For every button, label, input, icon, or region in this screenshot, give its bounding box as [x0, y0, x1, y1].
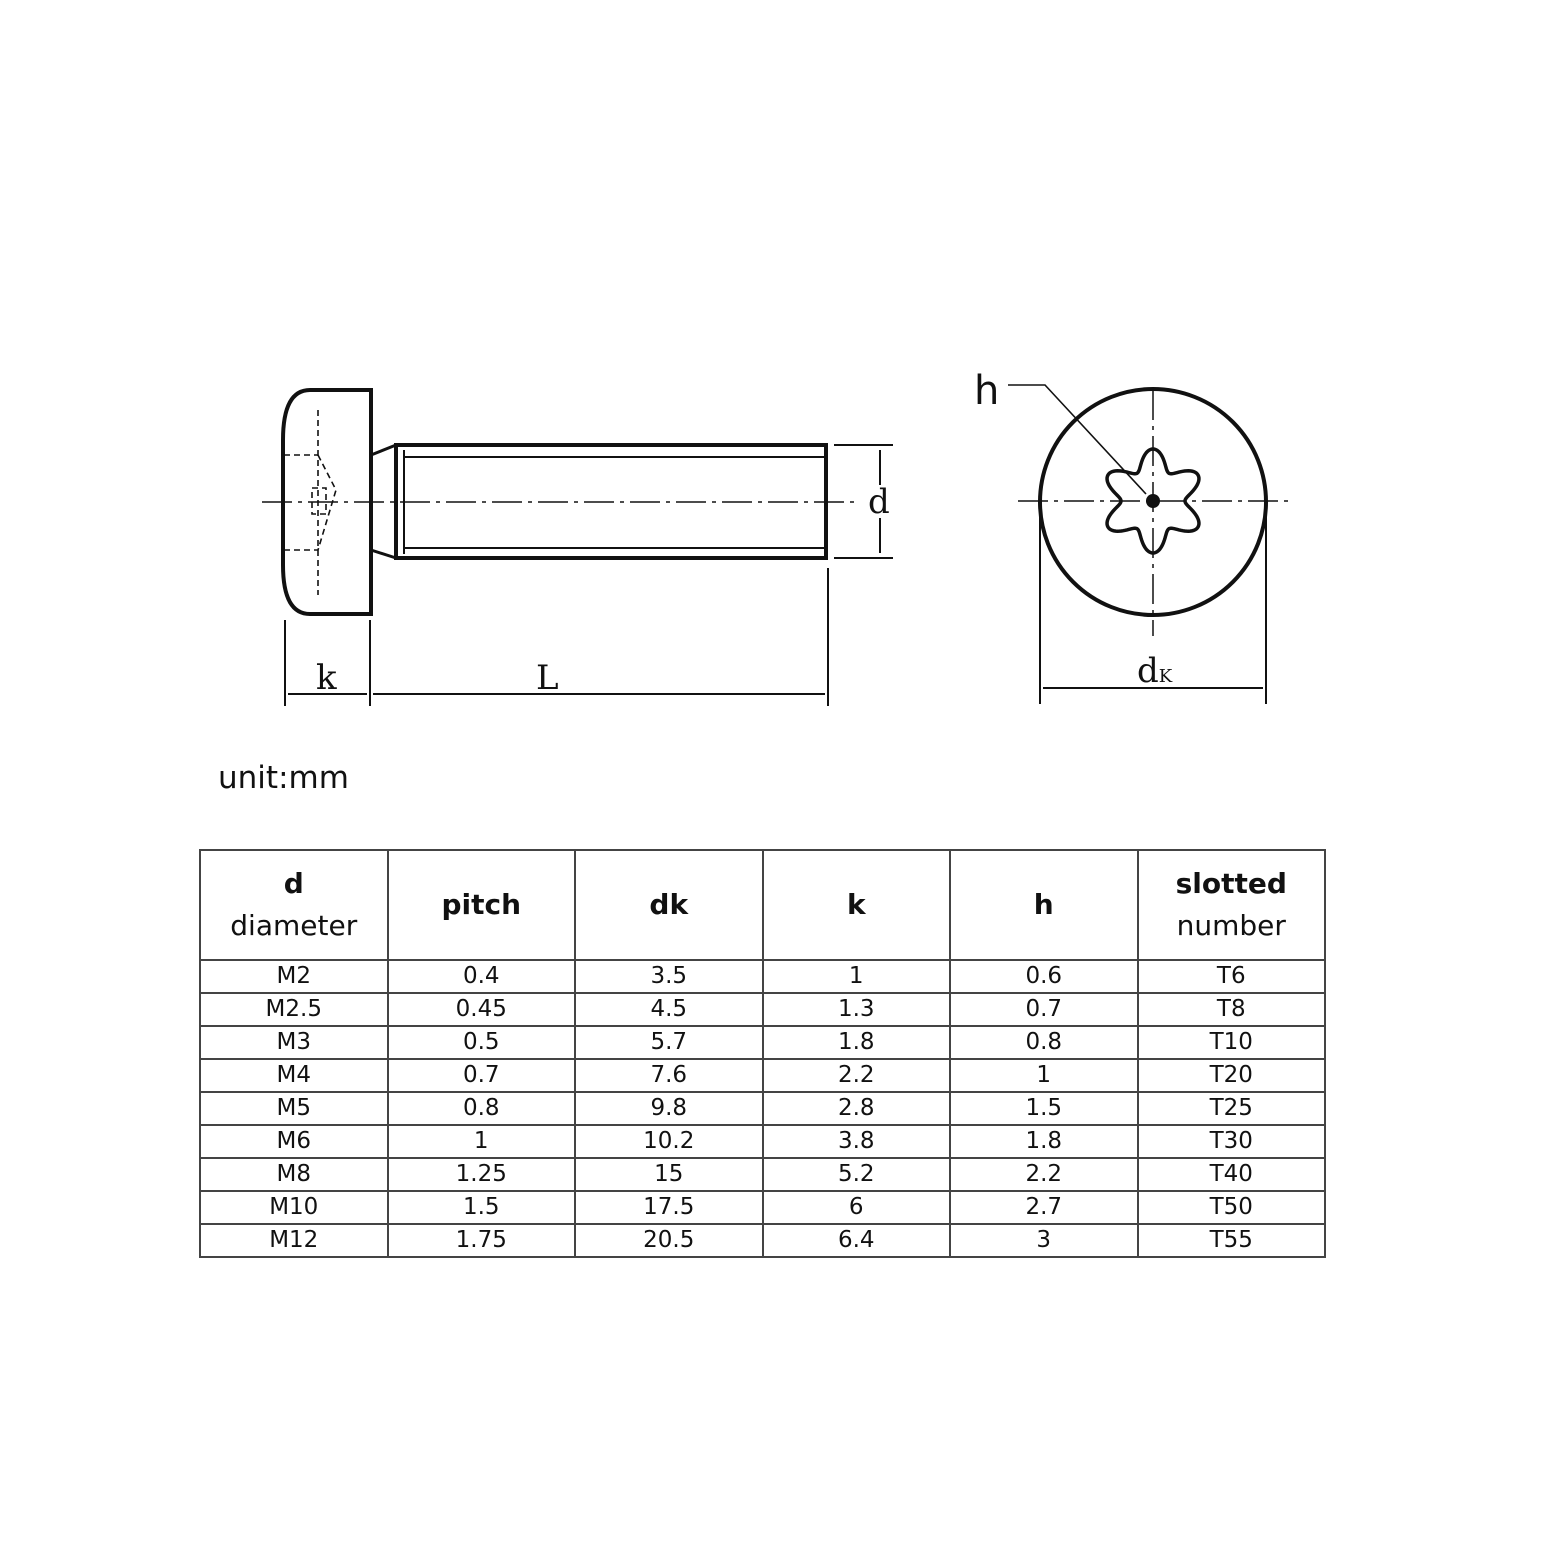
- table-cell: M12: [200, 1224, 388, 1257]
- table-header-row: [200, 850, 1325, 960]
- table-body: [200, 960, 1325, 1257]
- table-cell: 2.2: [950, 1158, 1138, 1191]
- table-cell: 2.8: [763, 1092, 951, 1125]
- d-dimension-label: d: [868, 482, 890, 522]
- table-cell: T10: [1138, 1026, 1326, 1059]
- table-header-cell: [575, 850, 763, 960]
- table-row: [200, 1125, 1325, 1158]
- table-row: [200, 993, 1325, 1026]
- table-cell: M6: [200, 1125, 388, 1158]
- table-cell: 0.4: [388, 960, 576, 993]
- header-main-text: dk: [649, 888, 689, 921]
- table-cell: 1: [950, 1059, 1138, 1092]
- table-cell: M2.5: [200, 993, 388, 1026]
- table-cell: 0.5: [388, 1026, 576, 1059]
- header-main-text: h: [1033, 888, 1054, 921]
- table-cell: 1: [388, 1125, 576, 1158]
- header-sub-text: diameter: [230, 909, 358, 942]
- table-cell: 1.5: [388, 1191, 576, 1224]
- table-cell: 17.5: [575, 1191, 763, 1224]
- table-cell: 1: [763, 960, 951, 993]
- table-cell: T20: [1138, 1059, 1326, 1092]
- table-row: [200, 1191, 1325, 1224]
- table-cell: T8: [1138, 993, 1326, 1026]
- recess-center-dot: [1146, 494, 1160, 508]
- table-cell: 3: [950, 1224, 1138, 1257]
- table-cell: 2.7: [950, 1191, 1138, 1224]
- header-main-text: k: [846, 888, 866, 921]
- table-row: [200, 1059, 1325, 1092]
- table-cell: 7.6: [575, 1059, 763, 1092]
- table-cell: 1.8: [950, 1125, 1138, 1158]
- table-cell: 5.2: [763, 1158, 951, 1191]
- table-cell: 0.8: [950, 1026, 1138, 1059]
- header-main-text: pitch: [441, 888, 522, 921]
- table-header-cell: [1138, 850, 1326, 960]
- table-cell: M3: [200, 1026, 388, 1059]
- k-dimension-label: k: [316, 658, 337, 698]
- table-cell: T6: [1138, 960, 1326, 993]
- table-cell: 1.3: [763, 993, 951, 1026]
- screw-spec-table: [199, 849, 1326, 1258]
- table-cell: M2: [200, 960, 388, 993]
- table-cell: M8: [200, 1158, 388, 1191]
- table-cell: 3.8: [763, 1125, 951, 1158]
- table-row: [200, 1026, 1325, 1059]
- table-header-cell: [763, 850, 951, 960]
- table-cell: T30: [1138, 1125, 1326, 1158]
- table-cell: T55: [1138, 1224, 1326, 1257]
- table-cell: 15: [575, 1158, 763, 1191]
- table-cell: 0.45: [388, 993, 576, 1026]
- table-cell: 1.8: [763, 1026, 951, 1059]
- table-cell: T25: [1138, 1092, 1326, 1125]
- table-row: [200, 1224, 1325, 1257]
- table-cell: 1.5: [950, 1092, 1138, 1125]
- table-cell: 4.5: [575, 993, 763, 1026]
- table-cell: M4: [200, 1059, 388, 1092]
- table-cell: 6: [763, 1191, 951, 1224]
- L-dimension-label: L: [536, 658, 559, 698]
- table-cell: 6.4: [763, 1224, 951, 1257]
- side-view: [262, 390, 893, 706]
- h-leader-line: [1008, 385, 1146, 494]
- header-sub-text: number: [1176, 909, 1286, 942]
- unit-label: unit:mm: [218, 760, 349, 796]
- table-cell: M5: [200, 1092, 388, 1125]
- table-cell: 20.5: [575, 1224, 763, 1257]
- table-cell: 0.8: [388, 1092, 576, 1125]
- table-cell: 10.2: [575, 1125, 763, 1158]
- table-cell: T50: [1138, 1191, 1326, 1224]
- h-dimension-label: h: [974, 368, 1000, 414]
- table-row: [200, 1092, 1325, 1125]
- table-cell: 0.7: [388, 1059, 576, 1092]
- table-cell: 9.8: [575, 1092, 763, 1125]
- table-cell: 5.7: [575, 1026, 763, 1059]
- table-cell: 0.6: [950, 960, 1138, 993]
- table-header-cell: [388, 850, 576, 960]
- table-row: [200, 960, 1325, 993]
- table-cell: T40: [1138, 1158, 1326, 1191]
- table-header-cell: [950, 850, 1138, 960]
- screw-technical-drawing: [0, 0, 1568, 760]
- table-cell: 2.2: [763, 1059, 951, 1092]
- header-main-text: slotted: [1175, 867, 1287, 900]
- table-cell: 1.25: [388, 1158, 576, 1191]
- table-cell: 3.5: [575, 960, 763, 993]
- table-cell: 1.75: [388, 1224, 576, 1257]
- table-row: [200, 1158, 1325, 1191]
- table-cell: M10: [200, 1191, 388, 1224]
- dk-subscript: K: [1158, 666, 1173, 687]
- header-main-text: d: [283, 867, 304, 900]
- table-header-cell: [200, 850, 388, 960]
- table-cell: 0.7: [950, 993, 1138, 1026]
- dk-main: d: [1137, 651, 1159, 691]
- dk-dimension-label: [1137, 651, 1173, 691]
